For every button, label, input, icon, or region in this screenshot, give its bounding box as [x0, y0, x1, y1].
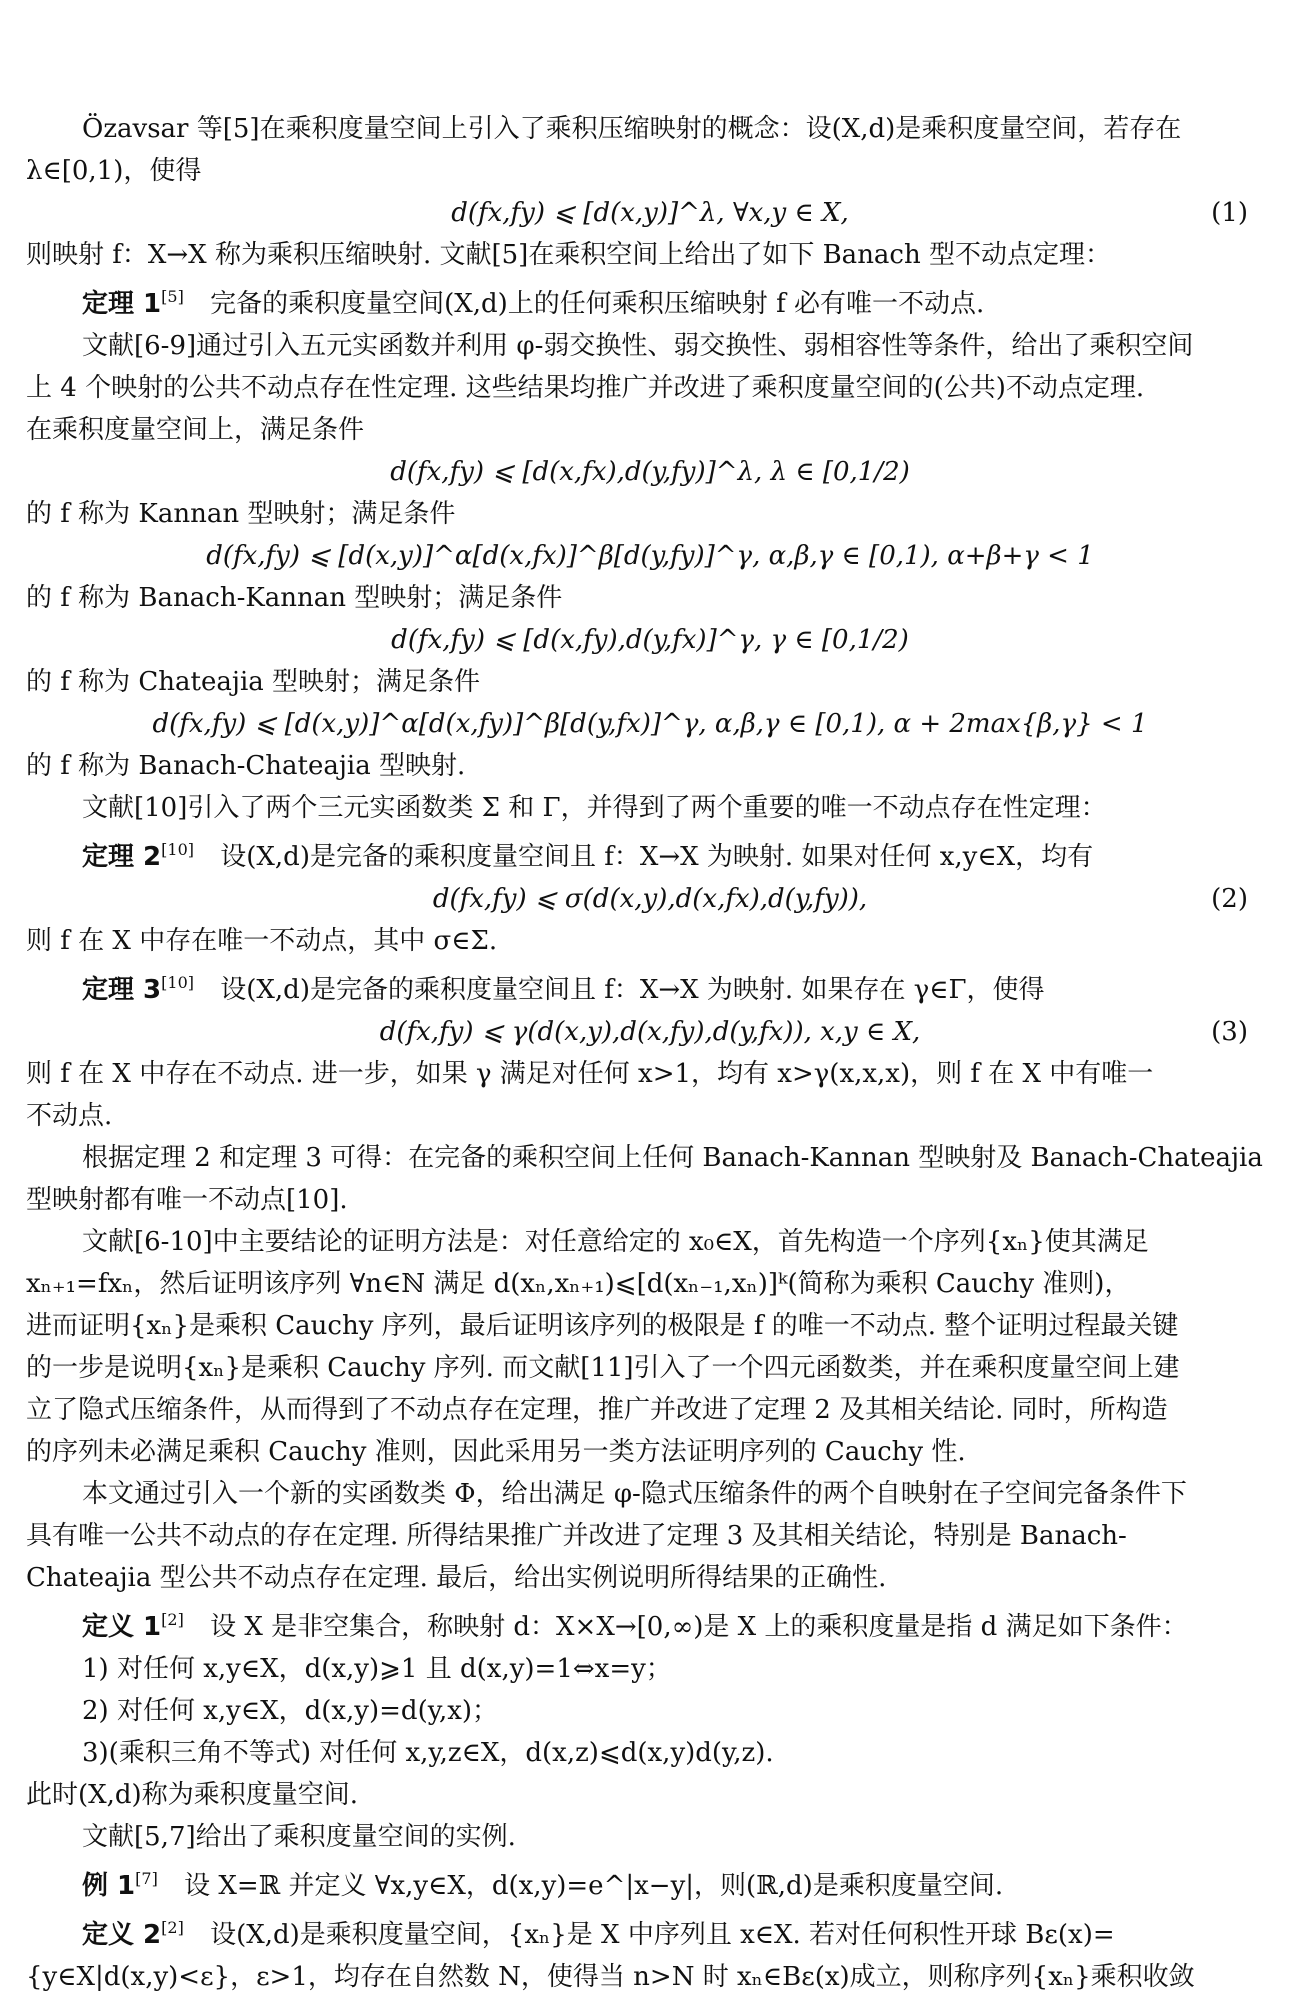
example-heading: 例 1	[82, 1871, 136, 1901]
theorem-heading: 定理 2	[82, 842, 162, 872]
text-line: 文献[6-10]中主要结论的证明方法是：对任意给定的 x₀∈X，首先构造一个序列{xₙ}使其满足	[82, 1227, 1149, 1257]
text-line: 文献[5,7]给出了乘积度量空间的实例.	[82, 1822, 516, 1852]
definition-heading: 定义 2	[82, 1920, 162, 1950]
theorem-body: 完备的乘积度量空间(X,d)上的任何乘积压缩映射 f 必有唯一不动点.	[210, 289, 985, 319]
text-line: 文献[6-9]通过引入五元实函数并利用 φ-弱交换性、弱交换性、弱相容性等条件，给出了乘积空间	[82, 331, 1194, 361]
text-line: 的 f 称为 Kannan 型映射；满足条件	[26, 499, 456, 529]
condition-2: 2) 对任何 x,y∈X，d(x,y)=d(y,x)；	[82, 1696, 499, 1726]
equation-3	[26, 1011, 1274, 1053]
theorem-heading: 定理 3	[82, 975, 162, 1005]
definition-body: 设(X,d)是乘积度量空间，{xₙ}是 X 中序列且 x∈X. 若对任何积性开球 Bε(x)=	[210, 1920, 1115, 1950]
text-line: {y∈X|d(x,y)<ε}，ε>1，均存在自然数 N，使得当 n>N 时 xₙ∈Bε(x)成立，则称序列{xₙ}乘积收敛	[26, 1962, 1195, 1992]
text-line: Chateajia 型公共不动点存在定理. 最后，给出实例说明所得结果的正确性.	[26, 1563, 887, 1593]
text-line: 不动点.	[26, 1101, 113, 1131]
example-1	[26, 1858, 1274, 1907]
text-line: 立了隐式压缩条件，从而得到了不动点存在定理，推广并改进了定理 2 及其相关结论. 同时，所构造	[26, 1395, 1168, 1425]
text-line: 进而证明{xₙ}是乘积 Cauchy 序列，最后证明该序列的极限是 f 的唯一不动点. 整个证明过程最关键	[26, 1311, 1179, 1341]
text-line: 的一步是说明{xₙ}是乘积 Cauchy 序列. 而文献[11]引入了一个四元函数类，并在乘积度量空间上建	[26, 1353, 1180, 1383]
equation-number: (3)	[1211, 1017, 1248, 1047]
text-line: xₙ₊₁=fxₙ，然后证明该序列 ∀n∈ℕ 满足 d(xₙ,xₙ₊₁)⩽[d(xₙ₋₁,xₙ)]ᵏ(简称为乘积 Cauchy 准则)，	[26, 1269, 1131, 1299]
equation-body: d(fx,fy) ⩽ [d(x,fy),d(y,fx)]^γ, γ ∈ [0,1/2)	[391, 625, 909, 655]
theorem-3	[26, 962, 1274, 1011]
text-line: 的序列未必满足乘积 Cauchy 准则，因此采用另一类方法证明序列的 Cauchy 性.	[26, 1437, 966, 1467]
equation-kannan	[26, 451, 1274, 493]
text-line: 本文通过引入一个新的实函数类 Φ，给出满足 φ-隐式压缩条件的两个自映射在子空间完备条件下	[82, 1479, 1187, 1509]
text-line: 根据定理 2 和定理 3 可得：在完备的乘积空间上任何 Banach-Kannan 型映射及 Banach-Chateajia	[82, 1143, 1263, 1173]
citation: [10]	[161, 840, 194, 859]
citation: [2]	[161, 1918, 184, 1937]
equation-body: d(fx,fy) ⩽ [d(x,y)]^α[d(x,fx)]^β[d(y,fy)]^γ, α,β,γ ∈ [0,1), α+β+γ < 1	[206, 541, 1094, 571]
equation-banach-kannan	[26, 535, 1274, 577]
equation-number: (1)	[1211, 198, 1248, 228]
condition-3: 3)(乘积三角不等式) 对任何 x,y,z∈X，d(x,z)⩽d(x,y)d(y,z).	[82, 1738, 774, 1768]
definition-1	[26, 1599, 1274, 1648]
citation: [5]	[161, 287, 184, 306]
definition-2	[26, 1907, 1274, 1956]
definition-heading: 定义 1	[82, 1612, 162, 1642]
equation-body: d(fx,fy) ⩽ [d(x,y)]^α[d(x,fy)]^β[d(y,fx)]^γ, α,β,γ ∈ [0,1), α + 2max{β,γ} < 1	[152, 709, 1148, 739]
text-line: 文献[10]引入了两个三元实函数类 Σ 和 Γ，并得到了两个重要的唯一不动点存在性定理：	[82, 793, 1107, 823]
text-line: 的 f 称为 Banach-Chateajia 型映射.	[26, 751, 466, 781]
theorem-heading: 定理 1	[82, 289, 162, 319]
text-line: 在乘积度量空间上，满足条件	[26, 415, 365, 445]
text-line: 则映射 f：X→X 称为乘积压缩映射. 文献[5]在乘积空间上给出了如下 Banach 型不动点定理：	[26, 240, 1112, 270]
text-line: 的 f 称为 Chateajia 型映射；满足条件	[26, 667, 481, 697]
theorem-body: 设(X,d)是完备的乘积度量空间且 f：X→X 为映射. 如果存在 γ∈Γ，使得	[220, 975, 1045, 1005]
definition-body: 设 X 是非空集合，称映射 d：X×X→[0,∞)是 X 上的乘积度量是指 d 满足如下条件：	[210, 1612, 1188, 1642]
condition-1: 1) 对任何 x,y∈X，d(x,y)⩾1 且 d(x,y)=1⇔x=y；	[82, 1654, 672, 1684]
text-line: Özavsar 等[5]在乘积度量空间上引入了乘积压缩映射的概念：设(X,d)是乘积度量空间，若存在	[82, 114, 1182, 144]
text-line: λ∈[0,1)，使得	[26, 156, 202, 186]
text-line: 则 f 在 X 中存在不动点. 进一步，如果 γ 满足对任何 x>1，均有 x>γ(x,x,x)，则 f 在 X 中有唯一	[26, 1059, 1154, 1089]
citation: [2]	[161, 1610, 184, 1629]
equation-body: d(fx,fy) ⩽ [d(x,fx),d(y,fy)]^λ, λ ∈ [0,1/2)	[390, 457, 910, 487]
text-line: 具有唯一公共不动点的存在定理. 所得结果推广并改进了定理 3 及其相关结论，特别是 Banach-	[26, 1521, 1127, 1551]
text-line: 上 4 个映射的公共不动点存在性定理. 这些结果均推广并改进了乘积度量空间的(公共)不动点定理.	[26, 373, 1145, 403]
equation-1	[26, 192, 1274, 234]
equation-body: d(fx,fy) ⩽ σ(d(x,y),d(x,fx),d(y,fy)),	[432, 884, 868, 914]
text-line: 型映射都有唯一不动点[10].	[26, 1185, 348, 1215]
equation-number: (2)	[1211, 884, 1248, 914]
text-line: 的 f 称为 Banach-Kannan 型映射；满足条件	[26, 583, 563, 613]
citation: [10]	[161, 973, 194, 992]
equation-banach-chateajia	[26, 703, 1274, 745]
equation-chateajia	[26, 619, 1274, 661]
example-body: 设 X=ℝ 并定义 ∀x,y∈X，d(x,y)=e^|x−y|，则(ℝ,d)是乘积度量空间.	[184, 1871, 1004, 1901]
equation-2	[26, 878, 1274, 920]
equation-body: d(fx,fy) ⩽ [d(x,y)]^λ, ∀x,y ∈ X,	[451, 198, 849, 228]
citation: [7]	[135, 1869, 158, 1888]
paragraph-ozavsar	[26, 108, 1274, 150]
theorem-1	[26, 276, 1274, 325]
text-line: 则 f 在 X 中存在唯一不动点，其中 σ∈Σ.	[26, 926, 498, 956]
theorem-body: 设(X,d)是完备的乘积度量空间且 f：X→X 为映射. 如果对任何 x,y∈X，均有	[220, 842, 1094, 872]
text-line: 此时(X,d)称为乘积度量空间.	[26, 1780, 358, 1810]
theorem-2	[26, 829, 1274, 878]
equation-body: d(fx,fy) ⩽ γ(d(x,y),d(x,fy),d(y,fx)), x,y ∈ X,	[379, 1017, 921, 1047]
